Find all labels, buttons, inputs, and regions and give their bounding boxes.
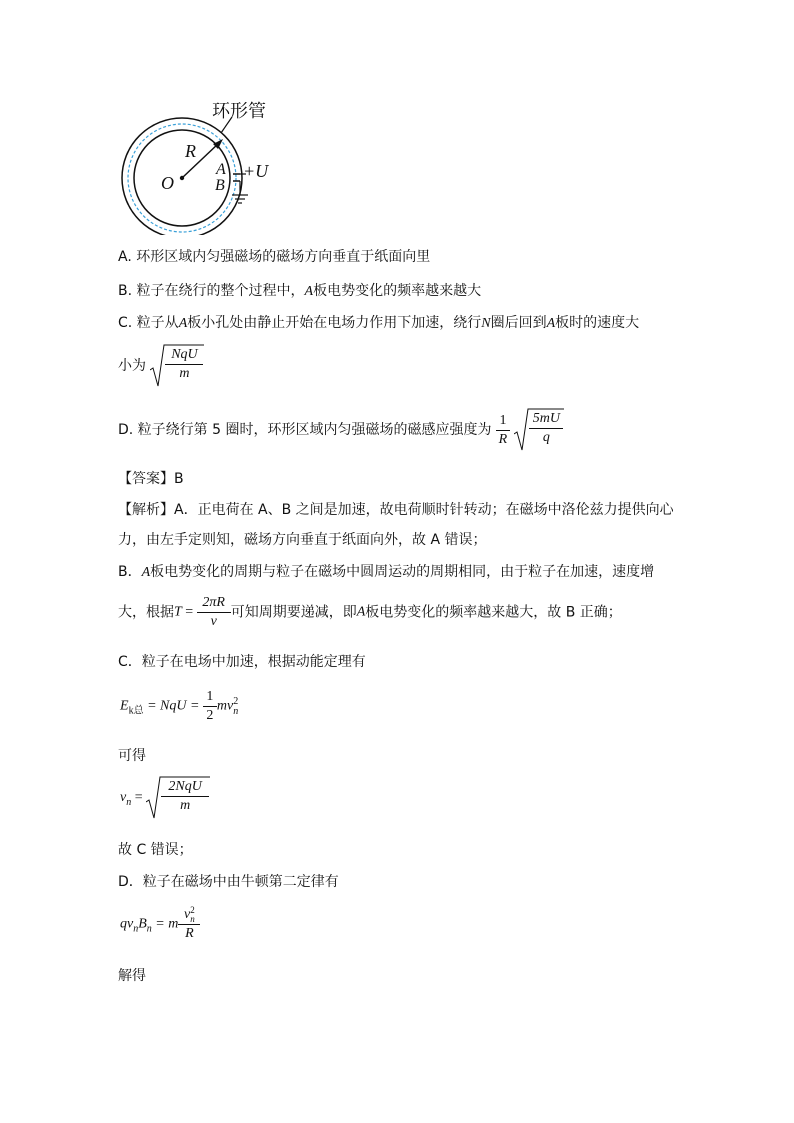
equation-newton-second-law: $qv_nB_n = m$ v 2 n R (120, 906, 200, 952)
analysis-line2: 力，由左手定则知，磁场方向垂直于纸面向外，故 A 错误； (118, 532, 487, 548)
analysis-line8: D．粒子在磁场中由牛顿第二定律有 (118, 874, 339, 890)
equation-kinetic-energy: $E_{k总}$ = NqU = $\frac{1}{2}$ mv 2 n (120, 689, 239, 723)
answer-label: 【答案】B (118, 471, 184, 487)
label-O: O (161, 173, 174, 193)
analysis-line1: 【解析】A．正电荷在 A、B 之间是加速，故电荷顺时针转动；在磁场中洛伦兹力提供向心 (118, 502, 674, 518)
ring-tube-figure (115, 95, 305, 235)
option-d: D. 粒子绕行第 5 圈时，环形区域内匀强磁场的磁感应强度为 $\frac{1}{R}$ $\frac{5mU}{q}$ (118, 408, 564, 454)
sqrt-nqu-m: NqU m (150, 344, 204, 388)
analysis-line7: 故 C 错误； (118, 842, 193, 858)
ring-diagram (115, 95, 305, 235)
tube-label: 环形管 (212, 101, 266, 122)
analysis-line9: 解得 (118, 968, 146, 984)
analysis-line6: 可得 (118, 748, 146, 764)
label-A: A (216, 161, 226, 178)
equation-velocity: $v_n$ = 2NqU m (120, 776, 210, 822)
analysis-line5: C．粒子在电场中加速，根据动能定理有 (118, 654, 366, 670)
analysis-line3: B．A板电势变化的周期与粒子在磁场中圆周运动的周期相同，由于粒子在加速，速度增 (118, 564, 655, 580)
label-B: B (215, 177, 225, 194)
sqrt-5mu-q: $\frac{5mU}{q}$ (514, 408, 564, 452)
label-R: R (185, 141, 196, 161)
sqrt-2nqu-m: 2NqU m (146, 776, 210, 820)
option-c-line1: C. 粒子从A板小孔处由静止开始在电场力作用下加速，绕行N圈后回到A板时的速度大 (118, 315, 640, 331)
label-U: +U (243, 161, 269, 181)
option-b: B. 粒子在绕行的整个过程中，A板电势变化的频率越来越大 (118, 283, 482, 299)
analysis-line4: 大，根据T = $\frac{2\pi R}{v}$ 可知周期要递减，即A板电势变化的频率越来越大，故 B 正确； (118, 595, 622, 629)
option-c-line2: 小为 NqU m (118, 344, 204, 390)
option-a: A. 环形区域内匀强磁场的磁场方向垂直于纸面向里 (118, 249, 431, 265)
